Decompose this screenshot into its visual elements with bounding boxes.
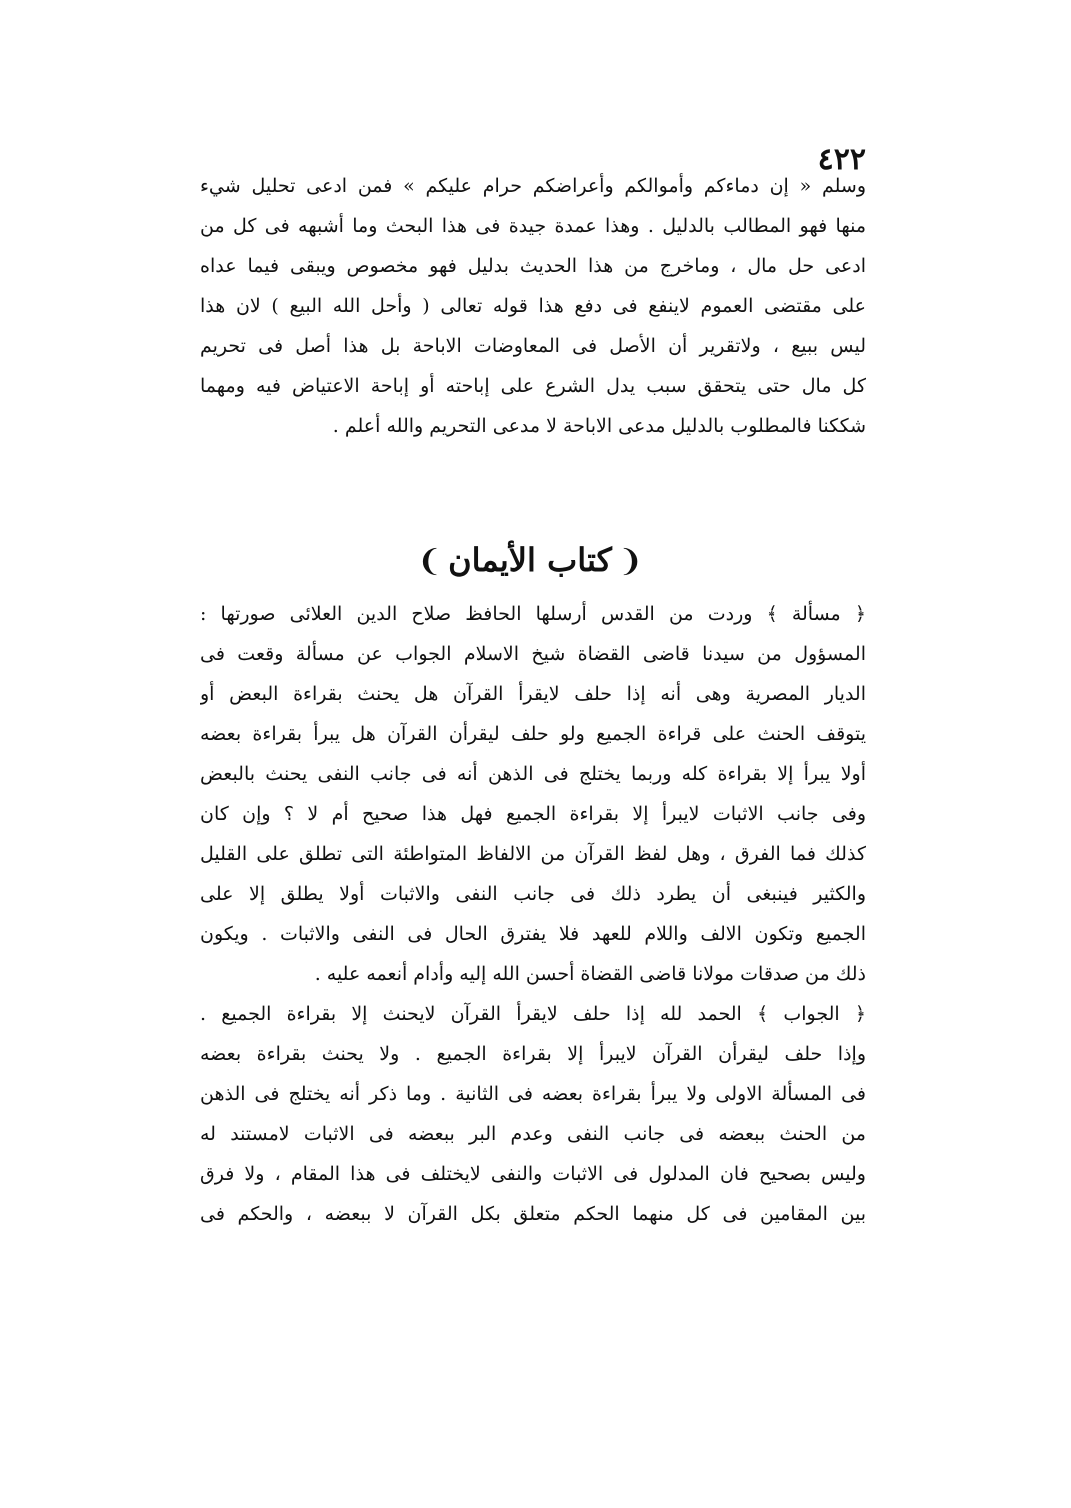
text-line: وإذا حلف ليقرأن القرآن لايبرأ إلا بقراءة الجميع . ولا يحنث بقراءة بعضه xyxy=(200,1043,866,1065)
answer-heading-line: ﴿ الجواب ﴾ الحمد لله إذا حلف لايقرأ القرآن لايحنث إلا بقراءة الجميع . xyxy=(200,1003,866,1025)
question-heading-line: ﴿ مسألة ﴾ وردت من القدس أرسلها الحافظ صلاح الدين العلائى صورتها : xyxy=(200,603,866,625)
text-line: وفى جانب الاثبات لايبرأ إلا بقراءة الجميع فهل هذا صحيح أم لا ؟ وإن كان xyxy=(200,803,866,825)
text-line: من الحنث ببعضه فى جانب النفى وعدم البر ببعضه فى الاثبات لامستند له xyxy=(200,1123,866,1145)
text-line: المسؤول من سيدنا قاضى القضاة شيخ الاسلام الجواب عن مسألة وقعت فى xyxy=(200,643,866,665)
text-line: وسلم « إن دماءكم وأموالكم وأعراضكم حرام عليكم » فمن ادعى تحليل شيء xyxy=(200,175,866,197)
text-line: يتوقف الحنث على قراءة الجميع ولو حلف ليقرأن القرآن هل يبرأ بقراءة بعضه xyxy=(200,723,866,745)
ornament-right: ❨ xyxy=(617,544,643,579)
section-2-text xyxy=(200,594,866,1234)
text-line: أولا يبرأ إلا بقراءة كله وربما يختلج فى الذهن أنه فى جانب النفى يحنث بالبعض xyxy=(200,763,866,785)
section-1-text xyxy=(200,166,866,446)
text-line: ذلك من صدقات مولانا قاضى القضاة أحسن الله إليه وأدام أنعمه عليه . xyxy=(314,963,866,985)
text-line: شككنا فالمطلوب بالدليل مدعى الاباحة لا مدعى التحريم والله أعلم . xyxy=(332,415,866,437)
text-line: كذلك فما الفرق ، وهل لفظ القرآن من الالفاظ المتواطئة التى تطلق على القليل xyxy=(200,843,866,865)
text-line: كل مال حتى يتحقق سبب يدل الشرع على إباحته أو إباحة الاعتياض فيه ومهما xyxy=(200,375,866,397)
text-line: والكثير فينبغى أن يطرد ذلك فى جانب النفى والاثبات أولا يطلق إلا على xyxy=(200,883,866,905)
chapter-title xyxy=(380,534,680,586)
text-line: ادعى حل مال ، وماخرج من هذا الحديث بدليل فهو مخصوص ويبقى فيما عداه xyxy=(200,255,866,277)
text-line: على مقتضى العموم لاينفع فى دفع هذا قوله تعالى ( وأحل الله البيع ) لان هذا xyxy=(200,295,866,317)
text-line: وليس بصحيح فان المدلول فى الاثبات والنفى لايختلف فى هذا المقام ، ولا فرق xyxy=(200,1163,866,1185)
text-line: فى المسألة الاولى ولا يبرأ بقراءة بعضه فى الثانية . وما ذكر أنه يختلج فى الذهن xyxy=(200,1083,866,1105)
text-line: ليس ببيع ، ولاتقرير أن الأصل فى المعاوضات الاباحة بل هذا أصل فى تحريم xyxy=(200,335,866,357)
text-line: الجميع وتكون الالف واللام للعهد فلا يفترق الحال فى النفى والاثبات . ويكون xyxy=(200,923,866,945)
text-line: منها فهو المطالب بالدليل . وهذا عمدة جيدة فى هذا البحث وما أشبهه فى كل من xyxy=(200,215,866,237)
chapter-title-text: كتاب الأيمان xyxy=(448,541,612,579)
page-number: ٤٢٢ xyxy=(817,142,866,177)
text-line: الديار المصرية وهى أنه إذا حلف لايقرأ القرآن هل يحنث بقراءة البعض أو xyxy=(200,683,866,705)
ornament-left: ❩ xyxy=(417,544,443,579)
text-line: بين المقامين فى كل منهما الحكم متعلق بكل القرآن لا ببعضه ، والحكم فى xyxy=(200,1203,866,1225)
